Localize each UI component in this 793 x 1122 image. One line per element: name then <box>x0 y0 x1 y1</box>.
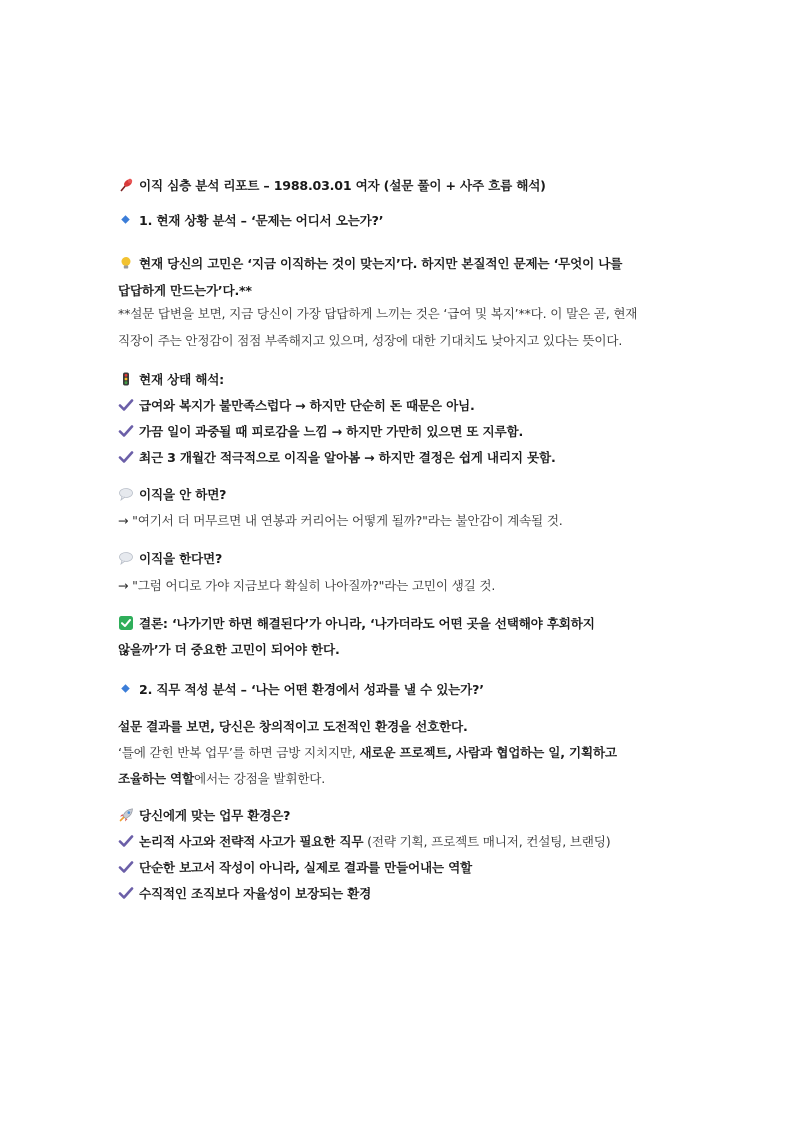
traffic-light-icon <box>118 372 134 386</box>
check-mark-icon <box>118 834 134 848</box>
status-item-2 <box>118 423 523 441</box>
aptitude-detail-1a: ‘틀에 갇힌 반복 업무’를 하면 금방 지치지만, <box>118 745 360 760</box>
insight-line-1 <box>118 255 622 273</box>
section1-heading <box>118 212 383 230</box>
question-move <box>118 550 222 568</box>
environment-item-2-text: 단순한 보고서 작성이 아니라, 실제로 결과를 만들어내는 역할 <box>139 860 473 875</box>
light-bulb-icon <box>118 256 134 270</box>
section1-heading-text: 1. 현재 상황 분석 – ‘문제는 어디서 오는가?’ <box>139 213 384 228</box>
status-item-3-text: 최근 3 개월간 적극적으로 이직을 알아봄 → 하지만 결정은 쉽게 내리지 못함. <box>139 450 556 465</box>
status-item-1-text: 급여와 복지가 불만족스럽다 → 하지만 단순히 돈 때문은 아님. <box>139 398 475 413</box>
status-item-2-text: 가끔 일이 과중될 때 피로감을 느낌 → 하지만 가만히 있으면 또 지루함. <box>139 424 524 439</box>
check-mark-icon <box>118 398 134 412</box>
conclusion-line-1 <box>118 615 595 633</box>
speech-balloon-icon <box>118 487 134 501</box>
pushpin-icon <box>118 178 134 192</box>
rocket-icon <box>118 808 134 822</box>
aptitude-detail-2b: 에서는 강점을 발휘한다. <box>193 771 326 786</box>
environment-item-3-text: 수직적인 조직보다 자율성이 보장되는 환경 <box>139 886 372 901</box>
environment-item-1-bold: 논리적 사고와 전략적 사고가 필요한 직무 <box>139 834 364 849</box>
check-mark-icon <box>118 860 134 874</box>
aptitude-detail-line-2 <box>118 770 325 788</box>
question-no-move <box>118 486 226 504</box>
aptitude-summary: 설문 결과를 보면, 당신은 창의적이고 도전적인 환경을 선호한다. <box>118 719 468 734</box>
report-title-text: 이직 심층 분석 리포트 – 1988.03.01 여자 (설문 풀이 + 사주 흐름 해석) <box>139 178 546 193</box>
speech-balloon-icon <box>118 551 134 565</box>
status-item-3 <box>118 449 556 467</box>
body-paragraph-line-1: **설문 답변을 보면, 지금 당신이 가장 답답하게 느끼는 것은 ‘급여 및 복지’**다. 이 말은 곧, 현재 <box>118 306 638 321</box>
check-mark-icon <box>118 450 134 464</box>
section2-heading <box>118 681 484 699</box>
status-item-1 <box>118 397 475 415</box>
question-no-move-text: 이직을 안 하면? <box>139 487 227 502</box>
environment-item-3 <box>118 885 371 903</box>
conclusion-text-1: 결론: ‘나가기만 하면 해결된다’가 아니라, ‘나가더라도 어떤 곳을 선택해야 후회하지 <box>139 616 595 631</box>
environment-heading <box>118 807 290 825</box>
status-heading <box>118 371 224 389</box>
answer-no-move: → "여기서 더 머무르면 내 연봉과 커리어는 어떻게 될까?"라는 불안감이 계속될 것. <box>118 513 563 528</box>
check-mark-icon <box>118 424 134 438</box>
insight-line-2: 답답하게 만드는가’다.** <box>118 283 252 298</box>
body-paragraph-line-2: 직장이 주는 안정감이 점점 부족해지고 있으며, 성장에 대한 기대치도 낮아지고 있다는 뜻이다. <box>118 333 623 348</box>
environment-heading-text: 당신에게 맞는 업무 환경은? <box>139 808 291 823</box>
aptitude-detail-1b: 새로운 프로젝트, 사람과 협업하는 일, 기획하고 <box>359 745 617 760</box>
insight-text-1: 현재 당신의 고민은 ‘지금 이직하는 것이 맞는지’다. 하지만 본질적인 문제는 ‘무엇이 나를 <box>139 256 623 271</box>
aptitude-detail-line-1 <box>118 744 617 762</box>
aptitude-detail-2a: 조율하는 역할 <box>118 771 194 786</box>
check-mark-icon <box>118 886 134 900</box>
environment-item-1-note: (전략 기획, 프로젝트 매니저, 컨설팅, 브랜딩) <box>363 834 611 849</box>
status-heading-text: 현재 상태 해석: <box>139 372 224 387</box>
conclusion-line-2: 않을까’가 더 중요한 고민이 되어야 한다. <box>118 642 340 657</box>
check-mark-button-icon <box>118 616 134 630</box>
question-move-text: 이직을 한다면? <box>139 551 223 566</box>
small-blue-diamond-icon <box>118 213 134 227</box>
answer-move: → "그럼 어디로 가야 지금보다 확실히 나아질까?"라는 고민이 생길 것. <box>118 578 496 593</box>
section2-heading-text: 2. 직무 적성 분석 – ‘나는 어떤 환경에서 성과를 낼 수 있는가?’ <box>139 682 484 697</box>
small-blue-diamond-icon <box>118 682 134 696</box>
report-title <box>118 177 546 195</box>
environment-item-2 <box>118 859 472 877</box>
environment-item-1 <box>118 833 610 851</box>
